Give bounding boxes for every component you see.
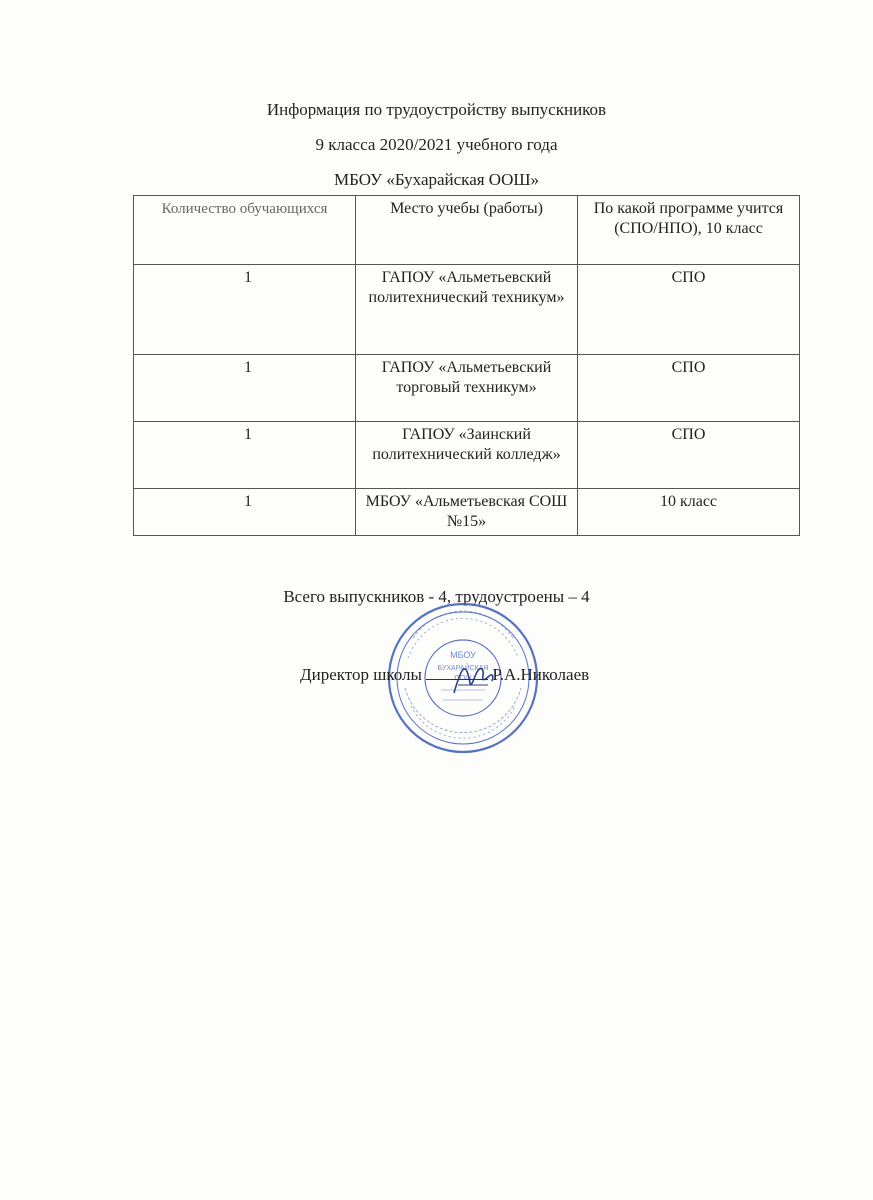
cell-count: 1 xyxy=(134,422,356,489)
column-header-program: По какой программе учится (СПО/НПО), 10 класс xyxy=(578,196,800,265)
graduates-summary: Всего выпускников - 4, трудоустроены – 4 xyxy=(283,587,590,606)
cell-place: ГАПОУ «Заинский политехнический колледж» xyxy=(356,422,578,489)
cell-program: СПО xyxy=(578,265,800,355)
table-header-row xyxy=(134,196,800,265)
document-subtitle-year: 9 класса 2020/2021 учебного года xyxy=(315,135,558,154)
signature-underline xyxy=(426,665,488,680)
table-row xyxy=(134,489,800,536)
cell-count: 1 xyxy=(134,355,356,422)
cell-program: 10 класс xyxy=(578,489,800,536)
cell-place: МБОУ «Альметьевская СОШ №15» xyxy=(356,489,578,536)
column-header-place: Место учебы (работы) xyxy=(356,196,578,265)
director-signature-line xyxy=(300,665,589,685)
svg-text:ООШ: ООШ xyxy=(454,675,472,682)
cell-place: ГАПОУ «Альметьевский торговый техникум» xyxy=(356,355,578,422)
employment-table xyxy=(133,195,799,536)
column-header-count: Количество обучающихся xyxy=(134,196,356,265)
table-row xyxy=(134,265,800,355)
cell-place: ГАПОУ «Альметьевский политехнический техникум» xyxy=(356,265,578,355)
table-row xyxy=(134,422,800,489)
cell-program: СПО xyxy=(578,355,800,422)
svg-text:БУХАРАЙСКАЯ: БУХАРАЙСКАЯ xyxy=(437,665,489,672)
cell-count: 1 xyxy=(134,489,356,536)
document-title: Информация по трудоустройству выпускников xyxy=(266,100,607,119)
table-row xyxy=(134,355,800,422)
cell-program: СПО xyxy=(578,422,800,489)
svg-text:МБОУ: МБОУ xyxy=(450,650,476,660)
cell-count: 1 xyxy=(134,265,356,355)
document-subtitle-school: МБОУ «Бухарайская ООШ» xyxy=(333,170,540,189)
director-title: Директор школы xyxy=(300,665,422,684)
director-name: Р.А.Николаев xyxy=(492,665,590,684)
